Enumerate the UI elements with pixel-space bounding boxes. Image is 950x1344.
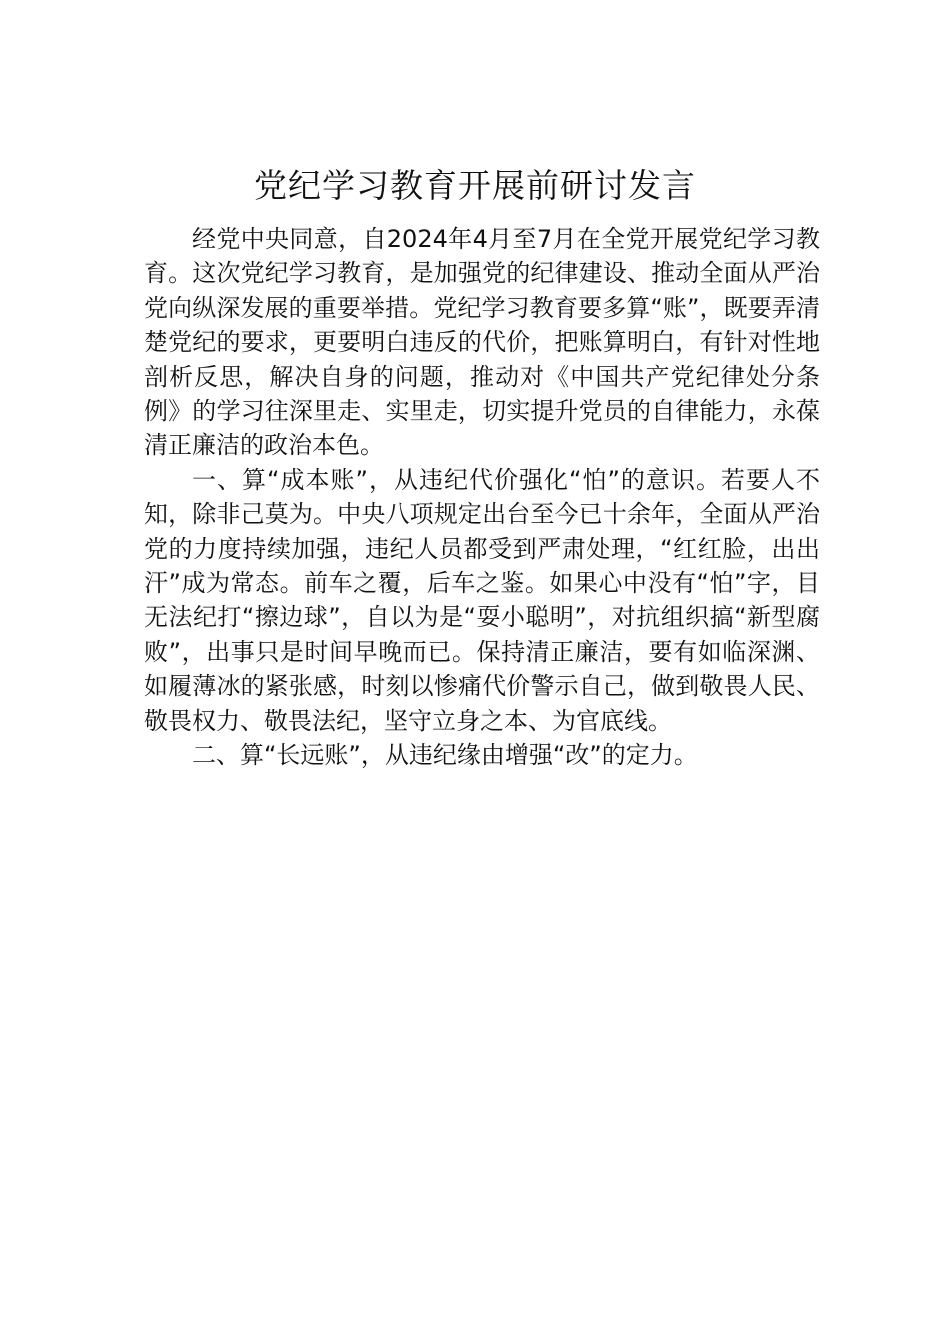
document-title: 党纪学习教育开展前研讨发言 — [254, 166, 696, 205]
paragraph-section-one: 一、算“成本账”，从违纪代价强化“怕”的意识。若要人不知，除非己莫为。中央八项规定出台至今已十余年，全面从严治党的力度持续加强，违纪人员都受到严肃处理，“红红脸，出出汗”成为常态。前车之覆，后车之鉴。如果心中没有“怕”字，目无法纪打“擦边球”，自以为是“耍小聪明”，对抗组织搞“新型腐败”，出事只是时间早晚而已。保持清正廉洁，要有如临深渊、如履薄冰的紧张感，时刻以惨痛代价警示自己，做到敬畏人民、敬畏权力、敬畏法纪，坚守立身之本、为官底线。 — [144, 465, 820, 735]
paragraph-intro: 经党中央同意，自2024年4月至7月在全党开展党纪学习教育。这次党纪学习教育，是加强党的纪律建设、推动全面从严治党向纵深发展的重要举措。党纪学习教育要多算“账”，既要弄清楚党纪的要求，更要明白违反的代价，把账算明白，有针对性地剖析反思，解决自身的问题，推动对《中国共产党纪律处分条例》的学习往深里走、实里走，切实提升党员的自律能力，永葆清正廉洁的政治本色。 — [144, 225, 820, 460]
paragraph-section-two: 二、算“长远账”，从违纪缘由增强“改”的定力。 — [192, 741, 698, 770]
document-body — [144, 222, 820, 773]
